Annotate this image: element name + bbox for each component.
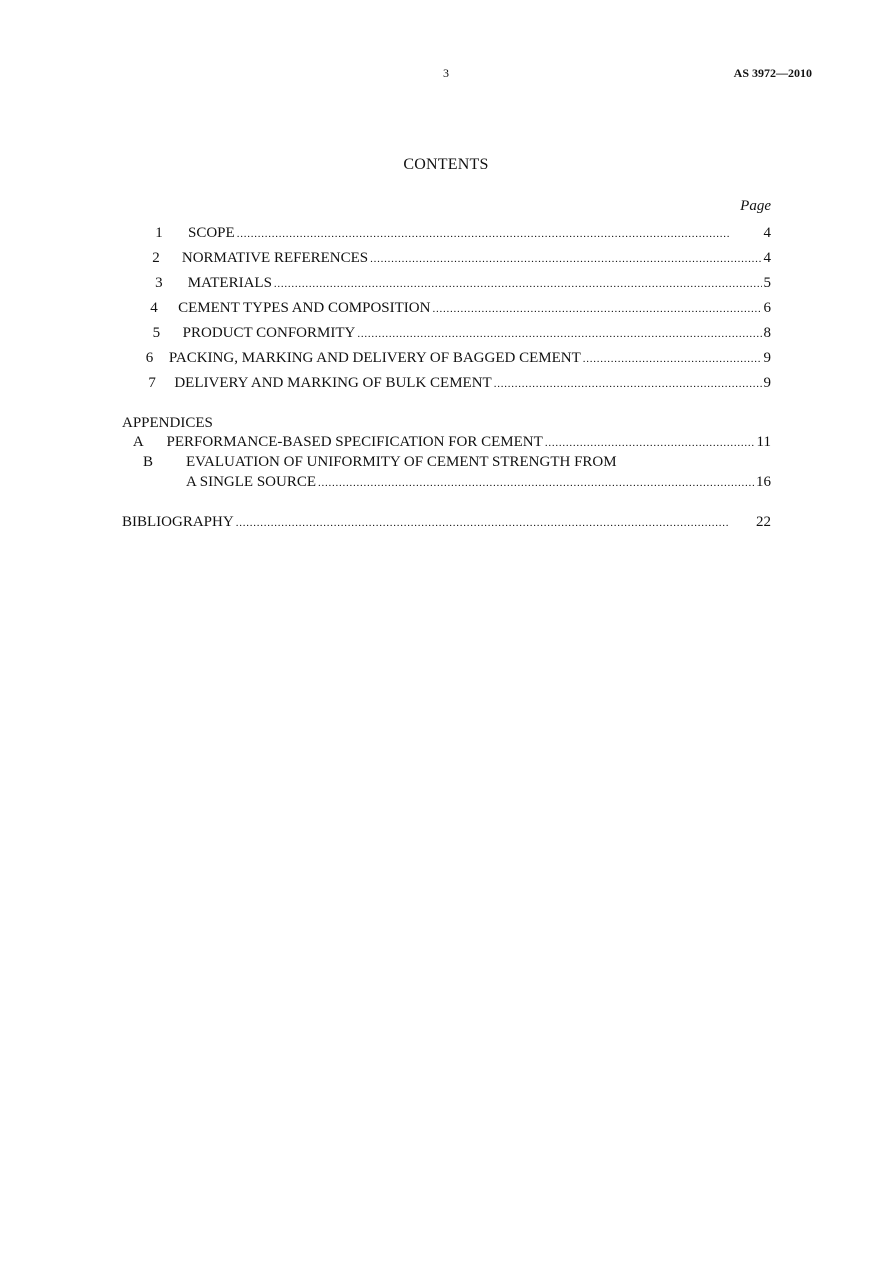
toc-entry-page: 22 xyxy=(756,514,771,530)
toc-entry-appendix-b-continued[interactable] xyxy=(186,473,771,492)
toc-entry-number: 7 xyxy=(148,375,156,391)
toc-entry-title: DELIVERY AND MARKING OF BULK CEMENT xyxy=(174,375,492,391)
dot-leader xyxy=(370,249,761,268)
dot-leader xyxy=(318,473,754,492)
toc-entry-normative-references[interactable] xyxy=(144,249,771,268)
toc-entry-title: SCOPE xyxy=(188,225,235,241)
toc-entry-product-conformity[interactable] xyxy=(144,324,771,343)
toc-entry-title: PRODUCT CONFORMITY xyxy=(182,325,356,341)
toc-entry-page: 8 xyxy=(763,325,771,341)
toc-entry-number: 2 xyxy=(152,250,160,266)
toc-entry-title: EVALUATION OF UNIFORMITY OF CEMENT STRENGTH FROM xyxy=(186,454,617,470)
toc-entry-page: 16 xyxy=(756,474,771,490)
dot-leader xyxy=(583,349,762,368)
toc-entry-page: 5 xyxy=(763,275,771,291)
toc-entry-title: PERFORMANCE-BASED SPECIFICATION FOR CEMENT xyxy=(166,434,543,450)
toc-entry-title: MATERIALS xyxy=(187,275,272,291)
toc-entry-title: PACKING, MARKING AND DELIVERY OF BAGGED CEMENT xyxy=(168,350,581,366)
toc-entry-title: CEMENT TYPES AND COMPOSITION xyxy=(178,300,431,316)
toc-entry-delivery-bulk[interactable] xyxy=(144,374,771,393)
toc-entry-page: 9 xyxy=(763,350,771,366)
toc-entry-page: 4 xyxy=(763,225,771,241)
toc-entry-materials[interactable] xyxy=(144,274,771,293)
dot-leader xyxy=(545,433,755,452)
dot-leader xyxy=(237,224,762,243)
toc-entry-letter: B xyxy=(142,454,153,470)
toc-entry-number: 6 xyxy=(145,350,154,366)
toc-entry-appendix-a[interactable] xyxy=(131,433,771,452)
dot-leader xyxy=(357,324,761,343)
page-column-heading: Page xyxy=(740,198,771,214)
dot-leader xyxy=(494,374,762,393)
toc-entry-bibliography[interactable] xyxy=(122,513,771,532)
toc-entry-number: 1 xyxy=(155,225,163,241)
toc-entry-page: 4 xyxy=(763,250,771,266)
appendices-heading: APPENDICES xyxy=(122,415,213,431)
toc-entry-cement-types[interactable] xyxy=(144,299,771,318)
toc-entry-letter: A xyxy=(132,434,144,450)
toc-entry-number: 4 xyxy=(150,300,158,316)
toc-entry-page: 6 xyxy=(763,300,771,316)
dot-leader xyxy=(236,513,754,532)
dot-leader xyxy=(274,274,762,293)
toc-entry-appendix-b[interactable] xyxy=(131,453,771,471)
toc-entry-title: BIBLIOGRAPHY xyxy=(122,514,234,530)
toc-entry-packing-marking[interactable] xyxy=(144,349,771,368)
toc-entry-title: A SINGLE SOURCE xyxy=(186,474,317,490)
toc-entry-page: 9 xyxy=(763,375,771,391)
toc-entry-scope[interactable] xyxy=(144,224,771,243)
dot-leader xyxy=(432,299,761,318)
standard-code: AS 3972—2010 xyxy=(733,66,812,80)
page-number: 3 xyxy=(443,66,449,80)
toc-entry-number: 3 xyxy=(155,275,163,291)
toc-entry-title: NORMATIVE REFERENCES xyxy=(181,250,369,266)
contents-title: CONTENTS xyxy=(403,156,489,173)
toc-entry-number: 5 xyxy=(152,325,161,341)
toc-entry-page: 11 xyxy=(756,434,771,450)
